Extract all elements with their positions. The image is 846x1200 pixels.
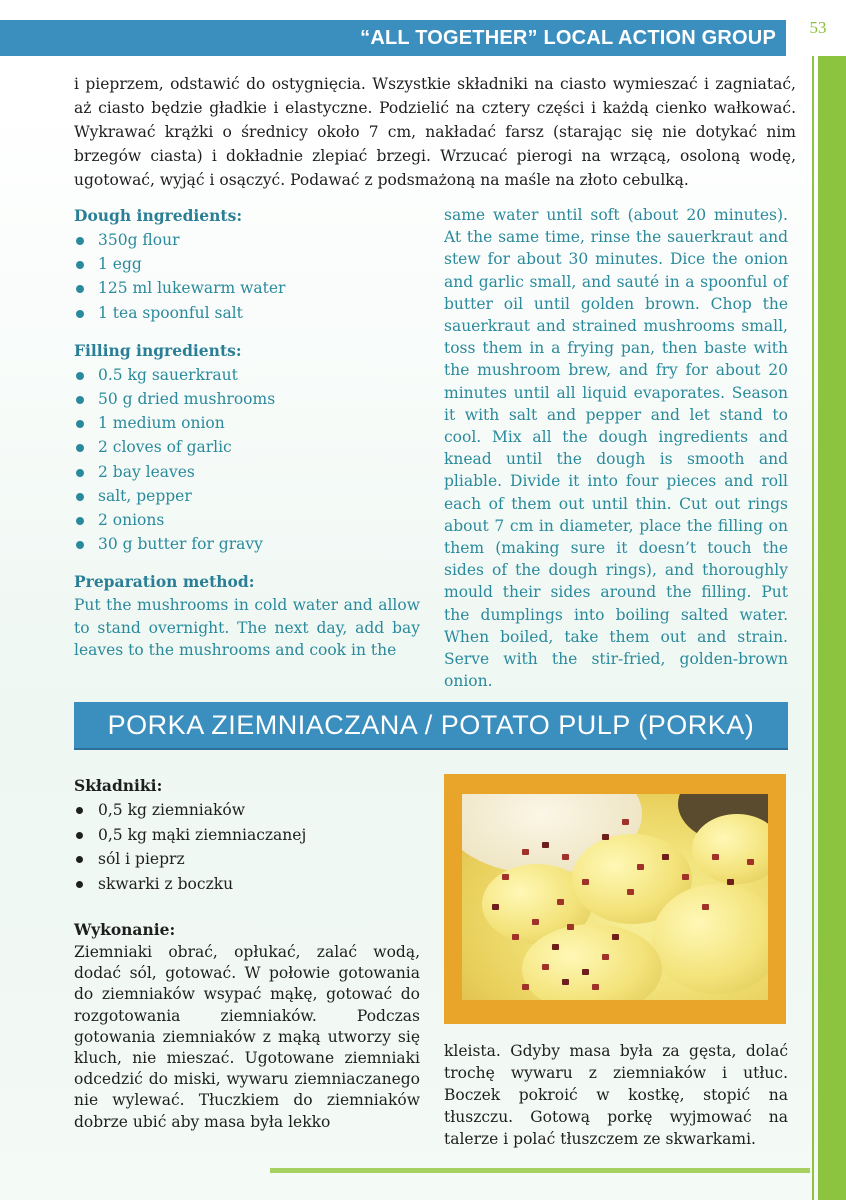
list-item: 350g flour [74, 228, 420, 252]
list-item: 2 bay leaves [74, 460, 420, 484]
method-heading: Wykonanie: [74, 920, 176, 939]
side-green-band [818, 56, 846, 1200]
bacon-bit [582, 879, 589, 885]
potato-pulp-photo [462, 794, 768, 1000]
list-item: 0,5 kg ziemniaków [74, 798, 420, 823]
list-item: 50 g dried mushrooms [74, 387, 420, 411]
bacon-bit [727, 879, 734, 885]
section-title: PORKA ZIEMNIACZANA / POTATO PULP (PORKA) [107, 710, 755, 740]
bacon-bit [622, 819, 629, 825]
preparation-text-right: same water until soft (about 20 minutes). At the same time, rinse the sauerkraut and stew for about 30 minutes. Dice the onion and garlic small, and sauté in a spoonful of butter oil until golden brown. Chop the sauerkraut and strained mushrooms small, toss them in a frying pan, then baste with the mushroom brew, and fry for about 20 minutes until all liquid evaporates. Season it with salt and pepper and let stand to cool. Mix all the dough ingredients and knead until the dough is smooth and pliable. Divide it into four pieces and roll each of them out until thin. Cut out rings about 7 cm in diameter, place the filling on them (making sure it doesn’t touch the sides of the dough rings), and thoroughly mould their sides around the filling. Put the dumplings into boiling salted water. When boiled, take them out and strain. Serve with the stir-fried, golden-brown onion. [444, 206, 788, 691]
bacon-bit [502, 874, 509, 880]
list-item: 0.5 kg sauerkraut [74, 363, 420, 387]
preparation-text-left: Put the mushrooms in cold water and allow to stand overnight. The next day, add bay leaves to the mushrooms and cook in the [74, 596, 420, 659]
bullet-icon [76, 469, 84, 477]
bullet-icon [76, 237, 84, 245]
filling-list [74, 363, 420, 557]
list-item: 1 tea spoonful salt [74, 301, 420, 325]
bullet-icon [76, 493, 84, 501]
header-bar [0, 20, 786, 56]
bacon-bit [712, 854, 719, 860]
bacon-bit [522, 849, 529, 855]
bullet-icon [76, 372, 84, 380]
section-banner [74, 702, 788, 748]
bullet-icon [76, 541, 84, 549]
potato-lump [692, 814, 768, 884]
bullet-icon [76, 856, 83, 863]
pierogi-polish-text: i pieprzem, odstawić do ostygnięcia. Wszystkie składniki na ciasto wymieszać i zagniatać, aż ciasto będzie gładkie i elastyczne. Podzielić na cztery części i każdą cienko wałkować. Wykrawać krążki o średnicy około 7 cm, nakładać farsz (starając się nie dotykać nim brzegów ciasta) i dokładnie zlepiać brzegi. Wrzucać pierogi na wrzącą, osoloną wodę, ugotować, wyjąć i osączyć. Podawać z podsmażoną na maśle na złoto cebulką. [74, 75, 796, 189]
bullet-icon [76, 517, 84, 525]
bacon-bit [747, 859, 754, 865]
bullet-icon [76, 420, 84, 428]
filling-heading: Filling ingredients: [74, 340, 242, 360]
photo-frame [444, 774, 786, 1024]
list-item: 0,5 kg mąki ziemniaczanej [74, 823, 420, 848]
bacon-bit [532, 919, 539, 925]
footer-rule [270, 1168, 810, 1173]
bacon-bit [562, 979, 569, 985]
page-number: 53 [809, 18, 827, 37]
bullet-icon [76, 261, 84, 269]
bacon-bit [582, 969, 589, 975]
bacon-bit [567, 924, 574, 930]
side-rule [812, 56, 814, 1200]
bacon-bit [522, 984, 529, 990]
list-item: 2 cloves of garlic [74, 435, 420, 459]
method-text-left: Ziemniaki obrać, opłukać, zalać wodą, dodać sól, gotować. W połowie gotowania do ziemniaków wsypać mąkę, gotować do rozgotowania ziemniaków. Podczas gotowania ziemniaków z mąką utworzy się kluch, nie mieszać. Ugotowane ziemniaki odcedzić do miski, wywaru ziemniaczanego nie wylewać. Tłuczkiem do ziemniaków dobrze ubić aby masa była lekko [74, 943, 420, 1131]
list-item: 2 onions [74, 508, 420, 532]
ingredients-list [74, 798, 420, 896]
dough-heading: Dough ingredients: [74, 206, 243, 225]
bullet-icon [76, 881, 83, 888]
bullet-icon [76, 807, 83, 814]
bacon-bit [512, 934, 519, 940]
bacon-bit [637, 864, 644, 870]
bacon-bit [542, 964, 549, 970]
list-item: 30 g butter for gravy [74, 532, 420, 556]
bullet-icon [76, 310, 84, 318]
list-item: skwarki z boczku [74, 872, 420, 897]
porka-left-column [74, 774, 420, 1133]
bacon-bit [612, 934, 619, 940]
bullet-icon [76, 396, 84, 404]
method-text-right: kleista. Gdyby masa była za gęsta, dolać trochę wywaru z ziemniaków i utłuc. Boczek pokroić w kostkę, stopić na tłuszczu. Gotową porkę wyjmować na talerze i polać tłuszczem ze skwarkami. [444, 1042, 788, 1148]
dough-list [74, 228, 420, 325]
bacon-bit [602, 954, 609, 960]
bacon-bit [662, 854, 669, 860]
section-banner-shadow [74, 748, 788, 750]
list-item: salt, pepper [74, 484, 420, 508]
ingredients-heading: Składniki: [74, 776, 163, 795]
bacon-bit [557, 899, 564, 905]
preparation-heading: Preparation method: [74, 572, 255, 592]
bullet-icon [76, 444, 84, 452]
bullet-icon [76, 285, 84, 293]
header-title: “ALL TOGETHER” LOCAL ACTION GROUP [360, 27, 776, 49]
bacon-bit [542, 842, 549, 848]
bacon-bit [602, 834, 609, 840]
bacon-bit [552, 944, 559, 950]
bacon-bit [562, 854, 569, 860]
list-item: sól i pieprz [74, 847, 420, 872]
list-item: 125 ml lukewarm water [74, 276, 420, 300]
potato-lump [652, 884, 768, 994]
bacon-bit [682, 874, 689, 880]
list-item: 1 medium onion [74, 411, 420, 435]
bullet-icon [76, 832, 83, 839]
bacon-bit [592, 984, 599, 990]
bacon-bit [492, 904, 499, 910]
english-left-column [74, 204, 420, 661]
list-item: 1 egg [74, 252, 420, 276]
bacon-bit [702, 904, 709, 910]
bacon-bit [627, 889, 634, 895]
